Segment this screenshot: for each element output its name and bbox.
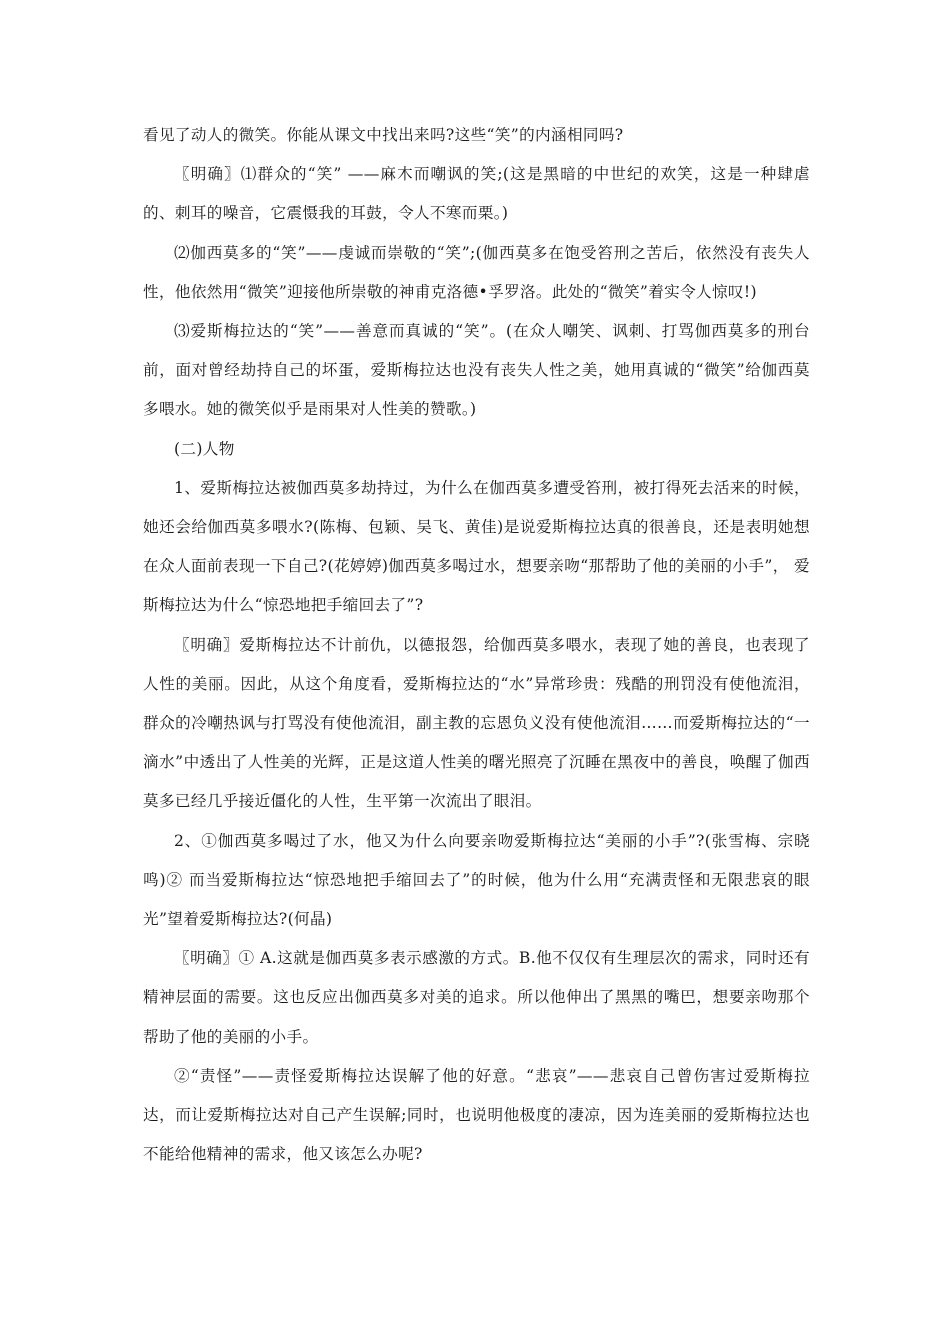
section-heading-characters: (二)人物 bbox=[174, 439, 235, 458]
paragraph-clarification-crowd-laugh: 〖明确〗⑴群众的“笑” ——麻木而嘲讽的笑;(这是黑暗的中世纪的欢笑，这是一种肆虐的、刺耳的噪音，它震慑我的耳鼓，令人不寒而栗。) bbox=[143, 165, 810, 223]
paragraph-clarification-1: 〖明确〗爱斯梅拉达不计前仇，以德报怨，给伽西莫多喂水，表现了她的善良，也表现了人性的美丽。因此，从这个角度看，爱斯梅拉达的“水”异常珍贵：残酷的刑罚没有使他流泪，群众的冷嘲热讽与打骂没有使他流泪，副主教的忘恩负义没有使他流泪……而爱斯梅拉达的“一滴水”中透出了人性美的光辉，正是这道人性美的曙光照亮了沉睡在黑夜中的善良，唤醒了伽西莫多已经几乎接近僵化的人性，生平第一次流出了眼泪。 bbox=[143, 635, 810, 811]
document-body bbox=[143, 116, 810, 1174]
paragraph-continuation: 看见了动人的微笑。你能从课文中找出来吗?这些“笑”的内涵相同吗? bbox=[143, 126, 624, 144]
paragraph-question-2: 2、①伽西莫多喝过了水，他又为什么向要亲吻爱斯梅拉达“美丽的小手”?(张雪梅、宗晓鸣)② 而当爱斯梅拉达“惊恐地把手缩回去了”的时候，他为什么用“充满责怪和无限悲哀的眼光”望着爱斯梅拉达?(何晶) bbox=[143, 831, 810, 929]
paragraph-esmeralda-laugh: ⑶爱斯梅拉达的“笑”——善意而真诚的“笑”。(在众人嘲笑、讽刺、打骂伽西莫多的刑台前，面对曾经劫持自己的坏蛋，爱斯梅拉达也没有丧失人性之美，她用真诚的“微笑”给伽西莫多喂水。她的微笑似乎是雨果对人性美的赞歌。) bbox=[143, 322, 810, 419]
paragraph-clarification-2a: 〖明确〗① A.这就是伽西莫多表示感激的方式。B.他不仅仅有生理层次的需求，同时还有精神层面的需要。这也反应出伽西莫多对美的追求。所以他伸出了黑黑的嘴巴，想要亲吻那个帮助了他的美丽的小手。 bbox=[143, 949, 810, 1046]
paragraph-quasimodo-laugh: ⑵伽西莫多的“笑”——虔诚而崇敬的“笑”;(伽西莫多在饱受笞刑之苦后，依然没有丧失人性，他依然用“微笑”迎接他所崇敬的神甫克洛德•孚罗洛。此处的“微笑”着实令人惊叹!) bbox=[143, 243, 810, 301]
paragraph-question-1: 1、爱斯梅拉达被伽西莫多劫持过，为什么在伽西莫多遭受笞刑，被打得死去活来的时候，她还会给伽西莫多喂水?(陈梅、包颖、吴飞、黄佳)是说爱斯梅拉达真的很善良，还是表明她想在众人面前表现一下自己?(花婷婷)伽西莫多喝过水，想要亲吻“那帮助了他的美丽的小手”， 爱斯梅拉达为什么“惊恐地把手缩回去了”? bbox=[143, 478, 810, 615]
paragraph-clarification-2b: ②“责怪”——责怪爱斯梅拉达误解了他的好意。“悲哀”——悲哀自己曾伤害过爱斯梅拉达，而让爱斯梅拉达对自己产生误解;同时，也说明他极度的凄凉，因为连美丽的爱斯梅拉达也不能给他精神的需求，他又该怎么办呢? bbox=[143, 1066, 810, 1164]
